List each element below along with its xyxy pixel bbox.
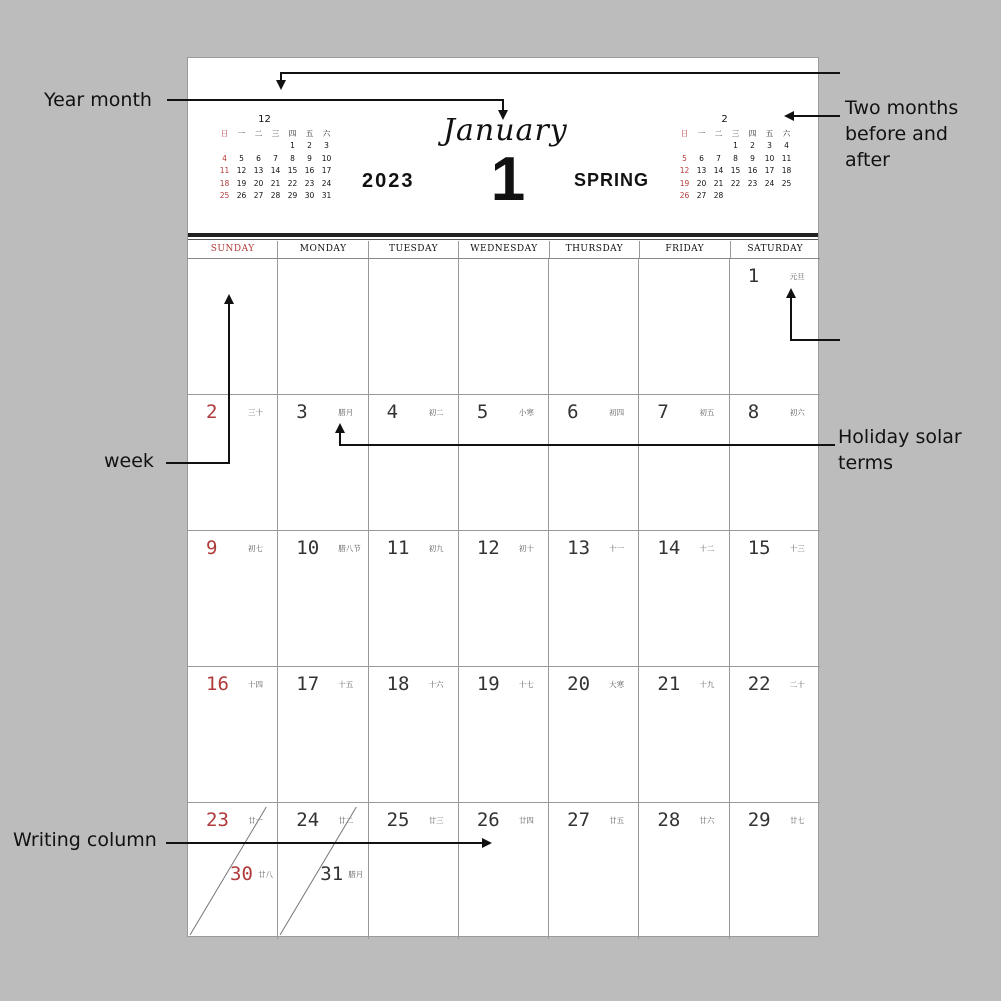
day-number-secondary: 31 bbox=[320, 863, 344, 885]
day-cell[interactable] bbox=[730, 531, 820, 667]
day-number: 17 bbox=[296, 673, 320, 695]
day-cell[interactable] bbox=[188, 803, 278, 939]
day-number: 2 bbox=[206, 401, 218, 423]
header-rule-thin bbox=[188, 239, 818, 240]
mini-day: 5 bbox=[239, 153, 244, 163]
day-cell[interactable] bbox=[549, 531, 639, 667]
lunar-day: 腊八节 bbox=[338, 544, 361, 553]
mini-day: 1 bbox=[733, 141, 738, 151]
mini-weekday: 三 bbox=[731, 128, 740, 138]
lunar-day: 十三 bbox=[789, 544, 805, 553]
split-line bbox=[280, 807, 356, 935]
day-number: 21 bbox=[657, 673, 681, 695]
mini-day bbox=[216, 140, 233, 153]
day-cell[interactable] bbox=[459, 395, 549, 531]
day-number: 7 bbox=[657, 401, 669, 423]
next-month-number: 2 bbox=[721, 114, 728, 125]
weekday-tuesday: TUESDAY bbox=[368, 241, 458, 258]
day-number: 25 bbox=[386, 809, 410, 831]
prev-month-calendar bbox=[216, 114, 335, 202]
month-number: 1 bbox=[490, 145, 526, 214]
mini-day: 18 bbox=[781, 166, 792, 176]
mini-day: 17 bbox=[321, 166, 332, 176]
mini-day: 9 bbox=[750, 153, 755, 163]
lunar-day: 初四 bbox=[609, 408, 625, 417]
mini-day: 3 bbox=[324, 141, 329, 151]
day-number: 3 bbox=[296, 401, 308, 423]
mini-day bbox=[727, 190, 744, 203]
mini-day: 28 bbox=[713, 191, 724, 201]
mini-day: 27 bbox=[696, 191, 707, 201]
day-cell[interactable] bbox=[459, 531, 549, 667]
day-number: 12 bbox=[476, 537, 500, 559]
mini-day: 13 bbox=[253, 166, 264, 176]
day-number: 4 bbox=[386, 401, 399, 423]
mini-day bbox=[267, 140, 284, 153]
prev-month-number: 12 bbox=[258, 114, 271, 125]
lunar-day: 十六 bbox=[428, 680, 444, 689]
day-cell[interactable] bbox=[369, 667, 459, 803]
day-cell[interactable] bbox=[278, 803, 368, 939]
day-cell[interactable] bbox=[549, 803, 639, 939]
mini-day: 24 bbox=[321, 178, 332, 188]
day-cell[interactable] bbox=[188, 531, 278, 667]
lunar-day: 初九 bbox=[428, 544, 444, 553]
day-cell[interactable] bbox=[730, 667, 820, 803]
mini-day: 25 bbox=[219, 191, 230, 201]
mini-day: 16 bbox=[304, 166, 315, 176]
lunar-day: 初五 bbox=[699, 408, 715, 417]
day-number: 15 bbox=[747, 537, 771, 559]
mini-weekday: 日 bbox=[220, 128, 229, 138]
lunar-day: 廿七 bbox=[789, 816, 805, 825]
lunar-day: 十七 bbox=[518, 680, 534, 689]
two-months-label-1: Two months bbox=[845, 97, 959, 119]
day-cell[interactable] bbox=[730, 803, 820, 939]
day-cell[interactable] bbox=[188, 259, 278, 395]
mini-day: 12 bbox=[236, 166, 247, 176]
day-cell[interactable] bbox=[459, 667, 549, 803]
weekday-monday: MONDAY bbox=[277, 241, 367, 258]
mini-day: 11 bbox=[781, 153, 792, 163]
day-number: 14 bbox=[657, 537, 681, 559]
mini-day: 2 bbox=[750, 141, 755, 151]
day-number: 26 bbox=[476, 809, 500, 831]
weekday-thursday: THURSDAY bbox=[549, 241, 639, 258]
mini-day: 8 bbox=[290, 153, 295, 163]
day-number: 11 bbox=[386, 537, 410, 559]
lunar-day: 十二 bbox=[699, 544, 715, 553]
mini-day: 1 bbox=[290, 141, 295, 151]
day-cell[interactable] bbox=[730, 395, 820, 531]
mini-weekday: 一 bbox=[697, 128, 706, 138]
mini-day bbox=[778, 190, 795, 203]
lunar-day: 廿三 bbox=[428, 816, 444, 825]
season: SPRING bbox=[574, 170, 650, 190]
day-number: 20 bbox=[567, 673, 591, 695]
day-cell[interactable] bbox=[730, 259, 820, 395]
calendar-page bbox=[187, 57, 819, 937]
two-months-label-3: after bbox=[845, 149, 890, 171]
weekday-friday: FRIDAY bbox=[639, 241, 729, 258]
day-number: 13 bbox=[567, 537, 591, 559]
day-number: 28 bbox=[657, 809, 681, 831]
mini-weekday: 四 bbox=[288, 128, 297, 138]
weekday-saturday: SATURDAY bbox=[730, 241, 820, 258]
date-grid bbox=[188, 258, 820, 938]
mini-day bbox=[693, 140, 710, 153]
lunar-day-secondary: 腊月 bbox=[348, 870, 364, 879]
lunar-day: 廿二 bbox=[338, 816, 354, 825]
mini-day: 26 bbox=[679, 191, 690, 201]
day-cell[interactable] bbox=[278, 531, 368, 667]
mini-day: 20 bbox=[696, 178, 707, 188]
mini-weekday: 二 bbox=[714, 128, 723, 138]
day-number: 6 bbox=[567, 401, 579, 423]
mini-day: 11 bbox=[219, 166, 230, 176]
mini-day bbox=[761, 190, 778, 203]
mini-day bbox=[710, 140, 727, 153]
day-cell[interactable] bbox=[188, 395, 278, 531]
day-number: 5 bbox=[476, 401, 489, 423]
mini-weekday: 二 bbox=[254, 128, 263, 138]
mini-day: 24 bbox=[764, 178, 775, 188]
mini-day: 19 bbox=[236, 178, 247, 188]
day-cell[interactable] bbox=[278, 259, 368, 395]
mini-day: 7 bbox=[716, 153, 721, 163]
mini-day bbox=[233, 140, 250, 153]
mini-day: 15 bbox=[287, 166, 298, 176]
day-number: 9 bbox=[206, 537, 218, 559]
mini-day: 3 bbox=[767, 141, 772, 151]
mini-day: 27 bbox=[253, 191, 264, 201]
mini-day: 28 bbox=[270, 191, 281, 201]
mini-day: 12 bbox=[679, 166, 690, 176]
day-number: 10 bbox=[296, 537, 320, 559]
lunar-day: 廿四 bbox=[518, 816, 534, 825]
lunar-day: 腊月 bbox=[338, 408, 354, 417]
mini-day: 7 bbox=[273, 153, 278, 163]
mini-day: 23 bbox=[304, 178, 315, 188]
lunar-day: 三十 bbox=[248, 408, 263, 417]
mini-weekday: 六 bbox=[322, 128, 331, 138]
mini-day: 10 bbox=[764, 153, 775, 163]
year: 2023 bbox=[362, 170, 415, 192]
lunar-day: 十九 bbox=[699, 680, 715, 689]
lunar-day: 二十 bbox=[789, 680, 805, 689]
weekday-sunday: SUNDAY bbox=[210, 244, 255, 254]
mini-weekday: 一 bbox=[237, 128, 246, 138]
lunar-day: 廿六 bbox=[699, 816, 715, 825]
next-month-table bbox=[676, 127, 795, 202]
mini-day: 13 bbox=[696, 166, 707, 176]
day-cell[interactable] bbox=[639, 531, 729, 667]
year-month-label: Year month bbox=[44, 89, 152, 111]
mini-day: 21 bbox=[270, 178, 281, 188]
mini-day: 6 bbox=[699, 153, 704, 163]
weekday-header bbox=[188, 241, 820, 258]
lunar-day: 元旦 bbox=[789, 272, 805, 281]
day-number: 8 bbox=[747, 401, 760, 423]
day-cell[interactable] bbox=[639, 667, 729, 803]
week-label: week bbox=[104, 450, 154, 472]
mini-day: 31 bbox=[321, 191, 332, 201]
day-number: 24 bbox=[296, 809, 320, 831]
mini-day: 4 bbox=[784, 141, 789, 151]
mini-day: 17 bbox=[764, 166, 775, 176]
lunar-day-secondary: 廿八 bbox=[258, 870, 273, 879]
mini-day: 9 bbox=[307, 153, 312, 163]
day-cell[interactable] bbox=[369, 803, 459, 939]
day-number: 27 bbox=[567, 809, 591, 831]
mini-weekday: 五 bbox=[305, 128, 314, 138]
split-line bbox=[190, 807, 266, 935]
day-cell[interactable] bbox=[369, 531, 459, 667]
lunar-day: 廿五 bbox=[609, 816, 625, 825]
mini-day: 10 bbox=[321, 153, 332, 163]
lunar-day: 廿一 bbox=[248, 816, 263, 825]
day-number-secondary: 30 bbox=[230, 863, 253, 885]
mini-day: 22 bbox=[287, 178, 298, 188]
mini-day: 6 bbox=[256, 153, 261, 163]
mini-day: 21 bbox=[713, 178, 724, 188]
mini-day: 29 bbox=[287, 191, 298, 201]
day-cell[interactable] bbox=[639, 395, 729, 531]
day-cell[interactable] bbox=[639, 803, 729, 939]
mini-day: 4 bbox=[222, 153, 227, 163]
day-number: 29 bbox=[747, 809, 771, 831]
lunar-day: 初七 bbox=[248, 544, 263, 553]
mini-day: 25 bbox=[781, 178, 792, 188]
lunar-day: 小寒 bbox=[518, 408, 534, 417]
mini-weekday: 四 bbox=[748, 128, 757, 138]
mini-day: 20 bbox=[253, 178, 264, 188]
weekday-wednesday: WEDNESDAY bbox=[458, 241, 548, 258]
mini-day: 30 bbox=[304, 191, 315, 201]
mini-day: 26 bbox=[236, 191, 247, 201]
mini-day: 5 bbox=[682, 153, 687, 163]
mini-day: 8 bbox=[733, 153, 738, 163]
day-number: 22 bbox=[747, 673, 771, 695]
two-months-label-2: before and bbox=[845, 123, 948, 145]
mini-day: 15 bbox=[730, 166, 741, 176]
next-month-calendar bbox=[676, 114, 795, 202]
lunar-day: 十五 bbox=[338, 680, 354, 689]
mini-weekday: 日 bbox=[680, 128, 689, 138]
lunar-day: 初十 bbox=[518, 544, 534, 553]
lunar-day: 初六 bbox=[789, 408, 805, 417]
day-cell[interactable] bbox=[188, 667, 278, 803]
day-number: 16 bbox=[206, 673, 229, 695]
mini-weekday: 三 bbox=[271, 128, 280, 138]
day-number: 18 bbox=[386, 673, 410, 695]
mini-day: 16 bbox=[747, 166, 758, 176]
day-number: 1 bbox=[747, 265, 760, 287]
mini-day bbox=[676, 140, 693, 153]
mini-day bbox=[744, 190, 761, 203]
mini-weekday: 五 bbox=[765, 128, 774, 138]
day-cell[interactable] bbox=[549, 395, 639, 531]
mini-day: 14 bbox=[270, 166, 281, 176]
mini-day: 23 bbox=[747, 178, 758, 188]
day-cell[interactable] bbox=[549, 667, 639, 803]
month-name: January bbox=[443, 113, 568, 148]
mini-day: 22 bbox=[730, 178, 741, 188]
mini-day: 2 bbox=[307, 141, 312, 151]
mini-day: 18 bbox=[219, 178, 230, 188]
prev-month-table bbox=[216, 127, 335, 202]
lunar-day: 大寒 bbox=[609, 680, 625, 689]
mini-weekday: 六 bbox=[782, 128, 791, 138]
day-cell[interactable] bbox=[369, 259, 459, 395]
day-number: 23 bbox=[206, 809, 229, 831]
holiday-label-2: terms bbox=[838, 452, 894, 474]
header-rule bbox=[188, 233, 818, 237]
mini-day: 14 bbox=[713, 166, 724, 176]
holiday-label-1: Holiday solar bbox=[838, 426, 962, 448]
writing-column-label: Writing column bbox=[13, 829, 157, 851]
mini-day bbox=[250, 140, 267, 153]
day-cell[interactable] bbox=[639, 259, 729, 395]
day-cell[interactable] bbox=[549, 259, 639, 395]
mini-day: 19 bbox=[679, 178, 690, 188]
day-cell[interactable] bbox=[278, 395, 368, 531]
lunar-day: 十一 bbox=[609, 544, 625, 553]
day-number: 19 bbox=[476, 673, 500, 695]
day-cell[interactable] bbox=[459, 259, 549, 395]
day-cell[interactable] bbox=[278, 667, 368, 803]
day-cell[interactable] bbox=[459, 803, 549, 939]
lunar-day: 初二 bbox=[428, 408, 444, 417]
lunar-day: 十四 bbox=[248, 680, 263, 689]
day-cell[interactable] bbox=[369, 395, 459, 531]
